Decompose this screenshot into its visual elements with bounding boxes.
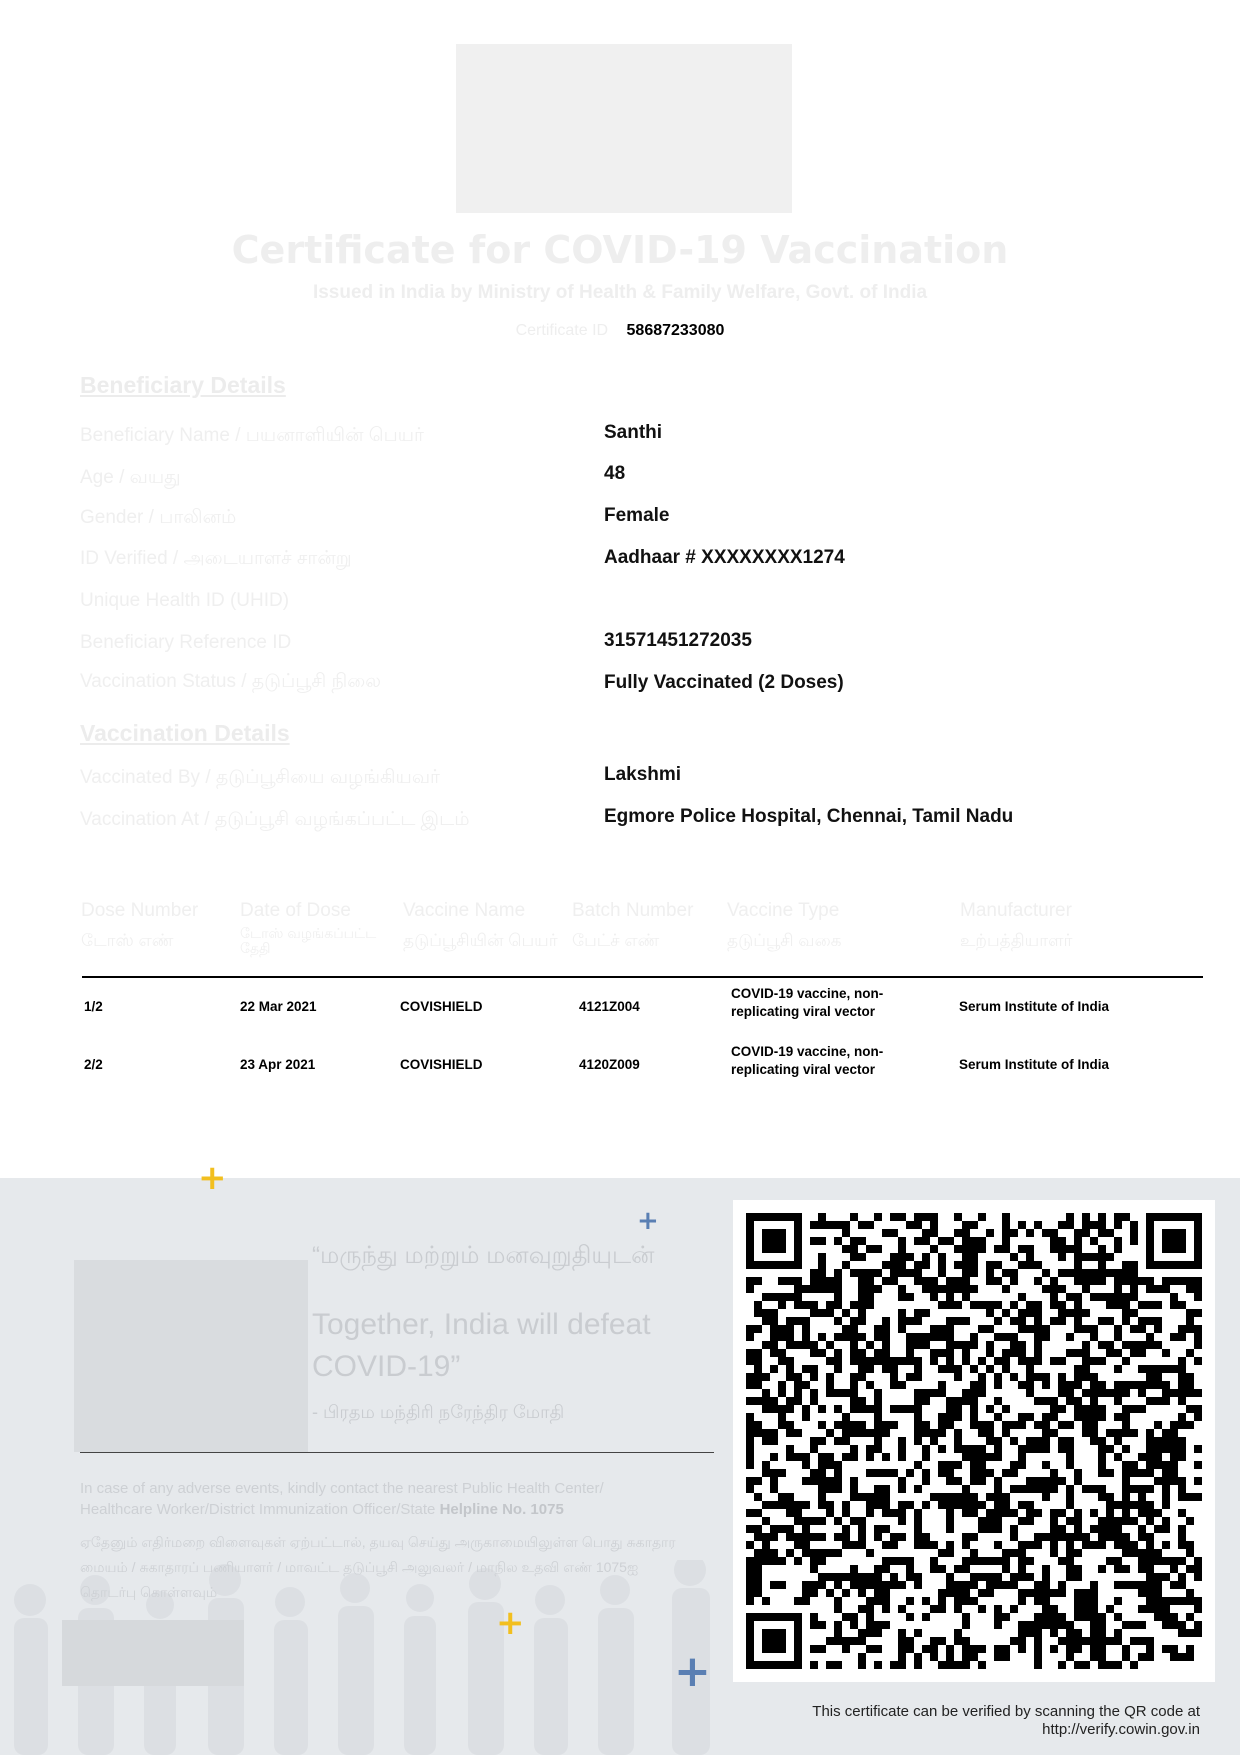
table-header-rule xyxy=(82,976,1203,978)
col-date-of-dose-ta: டோஸ் வழங்கப்பட்ட தேதி xyxy=(240,925,377,956)
certificate-id-label: Certificate ID xyxy=(515,322,609,339)
col-vaccine-name xyxy=(403,900,568,952)
qr-code xyxy=(746,1213,1202,1669)
quote-attribution: - பிரதம மந்திரி நரேந்திர மோதி xyxy=(312,1402,565,1422)
vaccination-at-label: Vaccination At / தடுப்பூசி வழங்கப்பட்ட இடம் xyxy=(80,809,470,830)
helpline-text-body: In case of any adverse events, kindly contact the nearest Public Health Center/ Healthcare Worker/District Immunization Officer/State xyxy=(80,1480,604,1518)
beneficiary-name-label: Beneficiary Name / பயனாளியின் பெயர் xyxy=(80,425,424,446)
certificate-subtitle: Issued in India by Ministry of Health & Family Welfare, Govt. of India xyxy=(312,282,928,303)
dose-date-cell: 22 Mar 2021 xyxy=(240,999,317,1014)
cowin-logo xyxy=(62,1620,244,1686)
col-vaccine-type-en: Vaccine Type xyxy=(727,900,840,921)
col-vaccine-type xyxy=(727,900,927,952)
certificate-title: Certificate for COVID-19 Vaccination xyxy=(231,228,1009,272)
uhid-label: Unique Health ID (UHID) xyxy=(80,590,290,611)
manufacturer-cell: Serum Institute of India xyxy=(959,999,1110,1014)
age-label: Age / வயது xyxy=(80,467,181,488)
verification-line-1: This certificate can be verified by scanning the QR code at xyxy=(812,1703,1200,1720)
beneficiary-reference-id-label: Beneficiary Reference ID xyxy=(80,632,292,653)
col-dose-number xyxy=(81,900,231,952)
gender-label: Gender / பாலினம் xyxy=(80,507,237,528)
col-date-of-dose xyxy=(240,900,390,956)
manufacturer-cell: Serum Institute of India xyxy=(959,1057,1110,1072)
id-verified-label: ID Verified / அடையாளச் சான்று xyxy=(80,548,352,569)
verification-url: http://verify.cowin.gov.in xyxy=(1042,1721,1200,1738)
age-value: 48 xyxy=(604,463,626,484)
col-manufacturer-en: Manufacturer xyxy=(960,900,1072,921)
vaccination-at-value: Egmore Police Hospital, Chennai, Tamil Nadu xyxy=(604,806,1014,827)
decorative-plus-icon: + xyxy=(637,1206,659,1236)
verification-note xyxy=(700,1703,1200,1739)
beneficiary-name-value: Santhi xyxy=(604,422,663,443)
gender-value: Female xyxy=(604,505,670,526)
col-vaccine-name-en: Vaccine Name xyxy=(403,900,526,921)
helpline-text-tamil: ஏதேனும் எதிர்மறை விளைவுகள் ஏற்பட்டால், தயவு செய்து அருகாமையிலுள்ள பொது சுகாதார மையம் / சுகாதாரப் பணியாளர் / மாவட்ட தடுப்பூசி அலுவலர் / மாநில உதவி எண் 1075ஐ தொடர்பு கொள்ளவும் xyxy=(80,1534,676,1600)
prime-minister-photo xyxy=(74,1260,308,1452)
decorative-plus-icon: + xyxy=(674,1646,711,1697)
col-batch-number xyxy=(572,900,722,952)
vaccine-name-cell: COVISHIELD xyxy=(400,1057,483,1072)
helpline-text xyxy=(80,1478,680,1520)
government-emblem-logo xyxy=(456,44,792,213)
quote-tamil: “மருந்து மற்றும் மனவுறுதியுடன் xyxy=(312,1242,655,1269)
batch-number-cell: 4120Z009 xyxy=(579,1057,640,1072)
decorative-plus-icon: + xyxy=(496,1603,525,1643)
qr-code-modules xyxy=(746,1213,1202,1669)
id-verified-value: Aadhaar # XXXXXXXX1274 xyxy=(604,547,845,568)
dose-number-cell: 1/2 xyxy=(84,999,103,1014)
decorative-plus-icon: + xyxy=(198,1158,227,1198)
vaccination-details-heading: Vaccination Details xyxy=(80,720,290,746)
col-manufacturer-ta: உற்பத்தியாளர் xyxy=(960,931,1073,950)
certificate-id-value: 58687233080 xyxy=(626,322,725,339)
col-batch-number-en: Batch Number xyxy=(572,900,694,921)
helpline-number: Helpline No. 1075 xyxy=(439,1501,564,1518)
vaccine-name-cell: COVISHIELD xyxy=(400,999,483,1014)
col-dose-number-ta: டோஸ் எண் xyxy=(81,931,174,950)
vaccination-status-value: Fully Vaccinated (2 Doses) xyxy=(604,672,844,693)
col-date-of-dose-en: Date of Dose xyxy=(240,900,351,921)
certificate-id xyxy=(0,322,1240,340)
beneficiary-reference-id-value: 31571451272035 xyxy=(604,630,752,651)
dose-date-cell: 23 Apr 2021 xyxy=(240,1057,316,1072)
col-vaccine-name-ta: தடுப்பூசியின் பெயர் xyxy=(403,931,558,950)
vaccinated-by-value: Lakshmi xyxy=(604,764,682,785)
col-vaccine-type-ta: தடுப்பூசி வகை xyxy=(727,931,842,950)
vaccine-type-cell: COVID-19 vaccine, non-replicating viral vector xyxy=(731,986,884,1019)
footer-divider xyxy=(80,1452,714,1453)
batch-number-cell: 4121Z004 xyxy=(579,999,640,1014)
col-manufacturer xyxy=(960,900,1160,952)
col-batch-number-ta: பேட்ச் எண் xyxy=(572,931,660,950)
vaccinated-by-label: Vaccinated By / தடுப்பூசியை வழங்கியவர் xyxy=(80,767,440,788)
vaccination-status-label: Vaccination Status / தடுப்பூசி நிலை xyxy=(80,671,381,692)
dose-number-cell: 2/2 xyxy=(84,1057,103,1072)
col-dose-number-en: Dose Number xyxy=(81,900,199,921)
vaccine-type-cell: COVID-19 vaccine, non-replicating viral vector xyxy=(731,1044,884,1077)
quote-english: Together, India will defeat COVID-19” xyxy=(312,1308,651,1383)
beneficiary-details-heading: Beneficiary Details xyxy=(80,372,286,398)
